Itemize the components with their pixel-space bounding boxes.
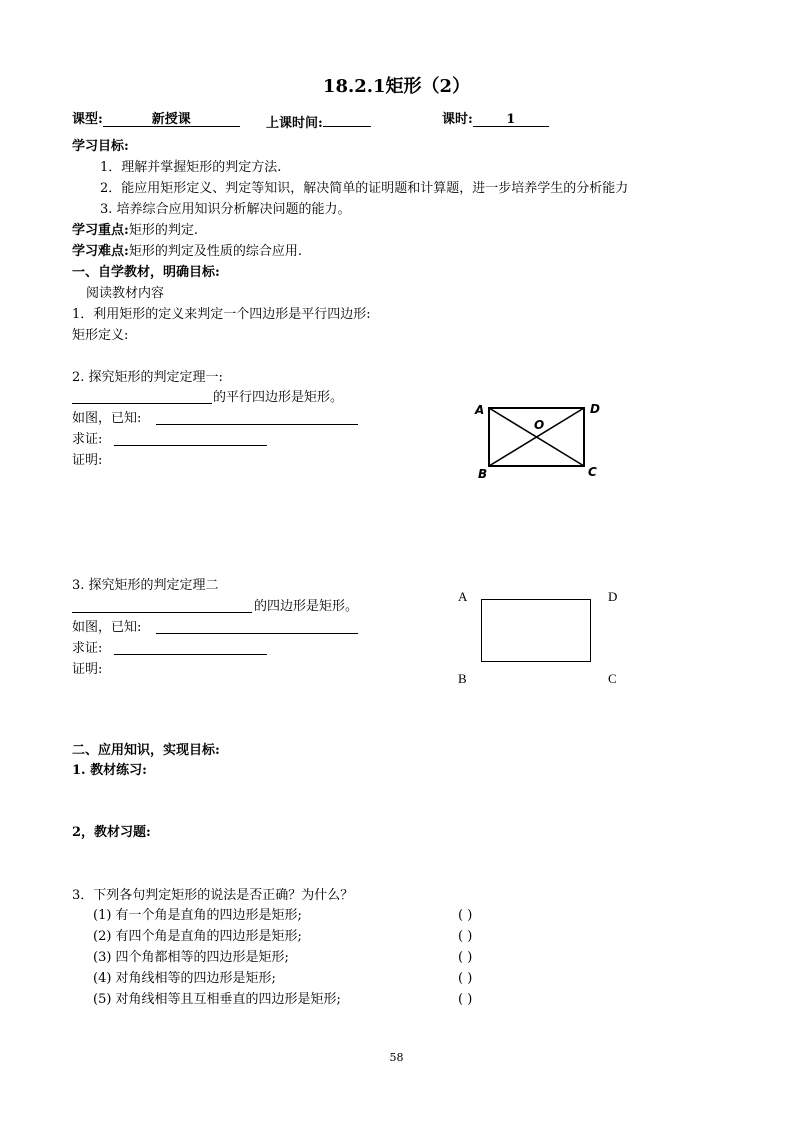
- goal-item: 1．理解并掌握矩形的判定方法.: [100, 160, 282, 175]
- answer-blank: [72, 403, 212, 404]
- focus-label: 学习重点:: [72, 223, 129, 238]
- prove-blank: [114, 445, 267, 446]
- page-title: 18.2.1矩形（2）: [322, 76, 471, 97]
- goal-item: 3. 培养综合应用知识分析解决问题的能力。: [100, 202, 351, 217]
- item2-tail: 的平行四边形是矩形。: [213, 390, 344, 405]
- vertex-c: C: [608, 671, 617, 686]
- class-time-label: 上课时间:: [266, 116, 323, 131]
- vertex-d: D: [608, 589, 618, 604]
- item3-text: 3. 探究矩形的判定定理二: [72, 578, 219, 593]
- proof-label: 证明:: [72, 453, 103, 468]
- vertex-a: A: [475, 403, 485, 417]
- rectangle-figure: [480, 598, 594, 664]
- vertex-b: B: [478, 467, 488, 481]
- prove-blank: [114, 654, 267, 655]
- lesson-type-value: 新授课: [103, 111, 240, 127]
- given-label: 如图，已知:: [72, 411, 142, 426]
- proof-label: 证明:: [72, 662, 103, 677]
- item3-tail: 的四边形是矩形。: [254, 599, 359, 614]
- class-time: [266, 111, 371, 133]
- class-hour-label: 课时:: [442, 112, 473, 127]
- answer-parens: ( ): [458, 992, 473, 1007]
- given-blank: [156, 633, 358, 634]
- class-time-blank: [323, 111, 371, 127]
- exercise-1: 1. 教材练习:: [72, 763, 147, 778]
- class-hour: [442, 111, 549, 129]
- answer-parens: ( ): [458, 908, 473, 923]
- prove-label: 求证:: [72, 432, 103, 447]
- class-hour-value: 1: [473, 111, 549, 127]
- goals-label: 学习目标:: [72, 139, 129, 154]
- answer-blank: [72, 612, 252, 613]
- q3-item: (3) 四个角都相等的四边形是矩形;: [93, 950, 289, 965]
- answer-parens: ( ): [458, 950, 473, 965]
- focus-text: 矩形的判定.: [128, 223, 198, 238]
- focus: [72, 222, 198, 240]
- read-text: 阅读教材内容: [86, 286, 165, 301]
- lesson-type-label: 课型:: [72, 112, 103, 127]
- item2-text: 2. 探究矩形的判定定理一:: [72, 370, 223, 385]
- center-o: O: [534, 418, 545, 432]
- prove-label: 求证:: [72, 641, 103, 656]
- section1-heading: 一、自学教材，明确目标:: [72, 265, 220, 280]
- vertex-b: B: [458, 671, 467, 686]
- vertex-c: C: [588, 465, 597, 479]
- difficulty-label: 学习难点:: [72, 244, 129, 259]
- page-number: 58: [389, 1051, 404, 1064]
- question-3: 3．下列各句判定矩形的说法是否正确？为什么？: [72, 888, 354, 903]
- lesson-type: [72, 111, 240, 129]
- definition-label: 矩形定义:: [72, 328, 129, 343]
- difficulty: [72, 243, 302, 261]
- given-blank: [156, 424, 358, 425]
- answer-parens: ( ): [458, 971, 473, 986]
- vertex-a: A: [458, 589, 468, 604]
- q3-item: (1) 有一个角是直角的四边形是矩形;: [93, 908, 302, 923]
- item1-text: 1．利用矩形的定义来判定一个四边形是平行四边形:: [72, 307, 371, 322]
- goal-item: 2．能应用矩形定义、判定等知识，解决简单的证明题和计算题，进一步培养学生的分析能力: [100, 181, 629, 196]
- q3-item: (4) 对角线相等的四边形是矩形;: [93, 971, 276, 986]
- vertex-d: D: [590, 402, 600, 416]
- given-label: 如图，已知:: [72, 620, 142, 635]
- q3-item: (2) 有四个角是直角的四边形是矩形;: [93, 929, 302, 944]
- section2-heading: 二、应用知识，实现目标:: [72, 743, 220, 758]
- rectangle-abcd: [482, 600, 591, 662]
- q3-item: (5) 对角线相等且互相垂直的四边形是矩形;: [93, 992, 341, 1007]
- difficulty-text: 矩形的判定及性质的综合应用.: [128, 244, 302, 259]
- exercise-2: 2，教材习题:: [72, 825, 151, 840]
- answer-parens: ( ): [458, 929, 473, 944]
